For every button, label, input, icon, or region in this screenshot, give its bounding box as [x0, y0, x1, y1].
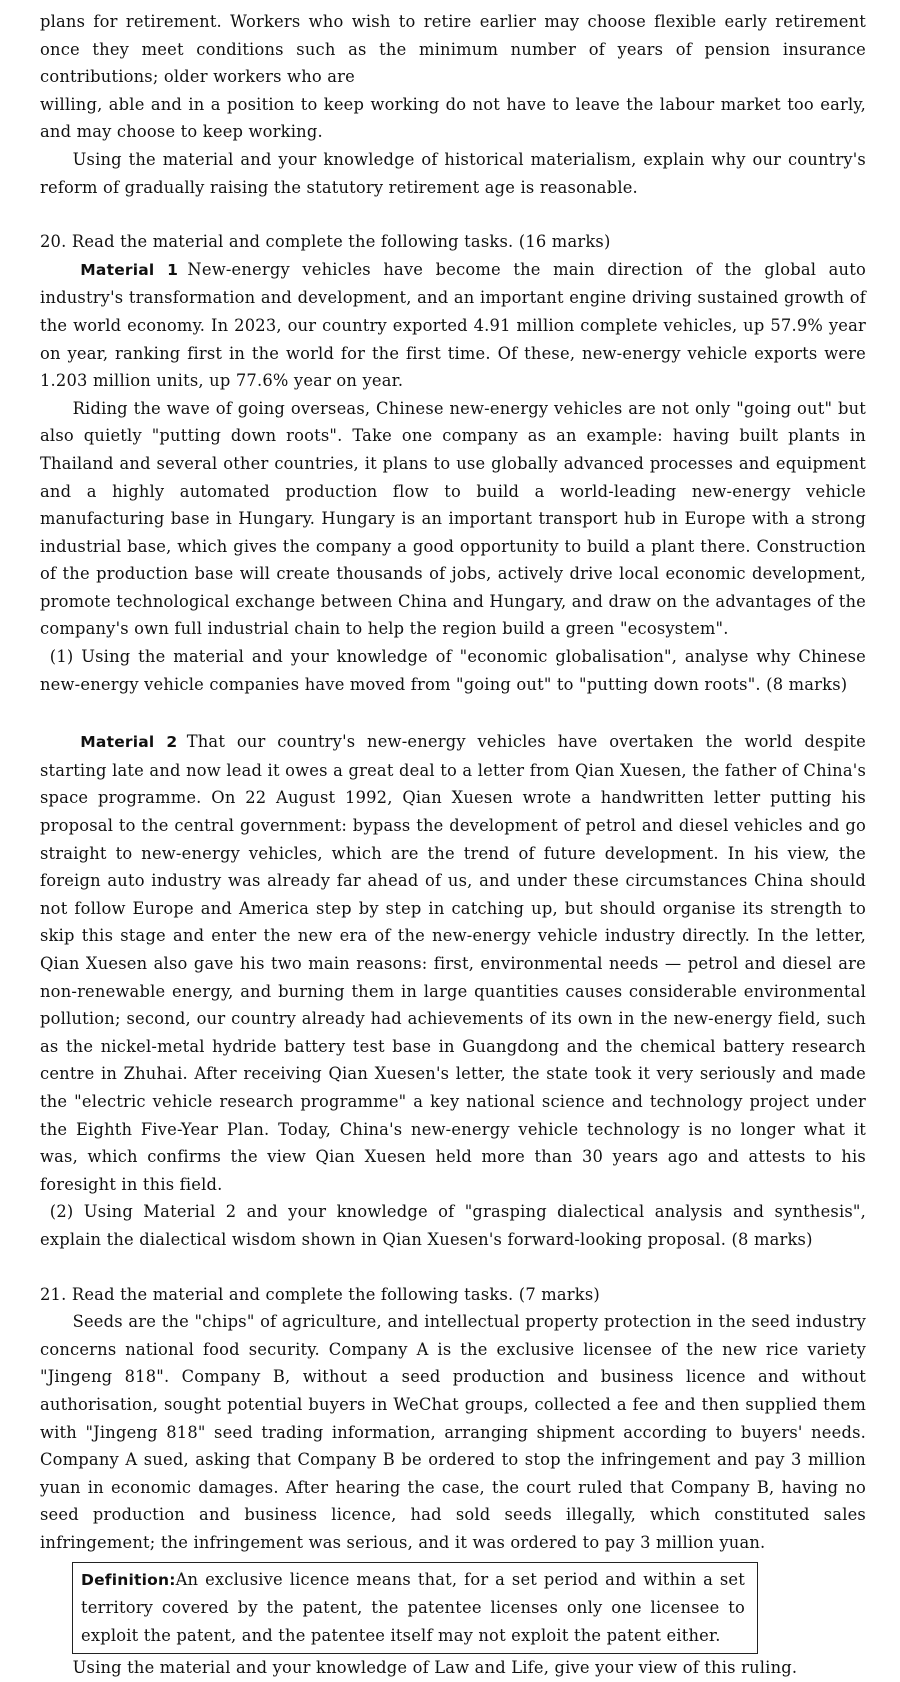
definition-body: An exclusive licence means that, for a set period and within a set territory covered by the patent, the patentee licenses only one licensee to exploit the patent, and the patentee itself may not exploit the patent either. — [81, 1570, 745, 1646]
q21-title: 21. Read the material and complete the following tasks. (7 marks) — [40, 1284, 600, 1304]
q20-material2-para — [40, 728, 866, 1198]
q20-question-2: (2) Using Material 2 and your knowledge of "grasping dialectical analysis and synthesis", explain the dialectical wisdom shown in Qian Xuesen's forward-looking proposal. (8 marks) — [40, 1202, 866, 1249]
definition-label: Definition: — [81, 1571, 176, 1590]
definition-box — [72, 1562, 758, 1654]
q20-material1-para1 — [40, 256, 866, 395]
q21-task: Using the material and your knowledge of Law and Life, give your view of this ruling. — [72, 1658, 798, 1678]
q20-material1-head: Material 1 — [80, 260, 179, 279]
q21-para: Seeds are the "chips" of agriculture, and intellectual property protection in the seed industry concerns national food security. Company A is the exclusive licensee of the new rice variety "Jingeng 818". Company B, without a seed production and business licence and without authorisation, sought potential buyers in WeChat groups, collected a fee and then supplied them with "Jingeng 818" seed trading information, arranging shipment according to buyers' needs. Company A sued, asking that Company B be ordered to stop the infringement and pay 3 million yuan in economic damages. After hearing the case, the court ruled that Company B, having no seed production and business licence, had sold seeds illegally, which constituted sales infringement; the infringement was serious, and it was ordered to pay 3 million yuan. — [40, 1312, 866, 1552]
q20-question-1: (1) Using the material and your knowledge of "economic globalisation", analyse why Chinese new-energy vehicle companies have moved from "going out" to "putting down roots". (8 marks) — [40, 647, 866, 694]
spacer — [40, 698, 866, 728]
q20-material1-para1-text: New-energy vehicles have become the main direction of the global auto industry's transformation and development, and an important engine driving sustained growth of the world economy. In 2023, our country exported 4.91 million complete vehicles, up 57.9% year on year, ranking first in the world for the first time. Of these, new-energy vehicle exports were 1.203 million units, up 77.6% year on year. — [40, 259, 866, 391]
q20-material1-para2: Riding the wave of going overseas, Chinese new-energy vehicles are not only "going out" but also quietly "putting down roots". Take one company as an example: having built plants in Thailand and several other countries, it plans to use globally advanced processes and equipment and a highly automated production flow to build a world-leading new-energy vehicle manufacturing base in Hungary. Hungary is an important transport hub in Europe with a strong industrial base, which gives the company a good opportunity to build a plant there. Construction of the production base will create thousands of jobs, actively drive local economic development, promote technological exchange between China and Hungary, and draw on the advantages of the company's own full industrial chain to help the region build a green "ecosystem". — [40, 398, 866, 639]
q20-title: 20. Read the material and complete the following tasks. (16 marks) — [40, 232, 611, 252]
q20-material2-para-text: That our country's new-energy vehicles have overtaken the world despite starting late and now lead it owes a great deal to a letter from Qian Xuesen, the father of China's space programme. On 22 August 1992, Qian Xuesen wrote a handwritten letter putting his proposal to the central government: bypass the development of petrol and diesel vehicles and go straight to new-energy vehicles, which are the trend of future development. In his view, the foreign auto industry was already far ahead of us, and under these circumstances China should not follow Europe and America step by step in catching up, but should organise its strength to skip this stage and enter the new era of the new-energy vehicle industry directly. In the letter, Qian Xuesen also gave his two main reasons: first, environmental needs — petrol and diesel are non-renewable energy, and burning them in large quantities causes considerable environmental pollution; second, our country already had achievements of its own in the new-energy field, such as the nickel-metal hydride battery test base in Guangdong and the chemical battery research centre in Zhuhai. After receiving Qian Xuesen's letter, the state took it very seriously and made the "electric vehicle research programme" a key national science and technology project under the Eighth Five-Year Plan. Today, China's new-energy vehicle technology is no longer what it was, which confirms the view Qian Xuesen held more than 30 years ago and attests to his foresight in this field. — [40, 732, 866, 1194]
q19-task: Using the material and your knowledge of historical materialism, explain why our country's reform of gradually raising the statutory retirement age is reasonable. — [40, 149, 866, 197]
intro-line-2: willing, able and in a position to keep working do not have to leave the labour market too early, and may choose to keep working. — [40, 94, 866, 142]
intro-line-1: plans for retirement. Workers who wish to retire earlier may choose flexible early retirement once they meet conditions such as the minimum number of years of pension insurance contributions; older workers who are — [40, 12, 866, 87]
definition-text — [81, 1566, 745, 1650]
q20-material2-head: Material 2 — [80, 733, 178, 752]
